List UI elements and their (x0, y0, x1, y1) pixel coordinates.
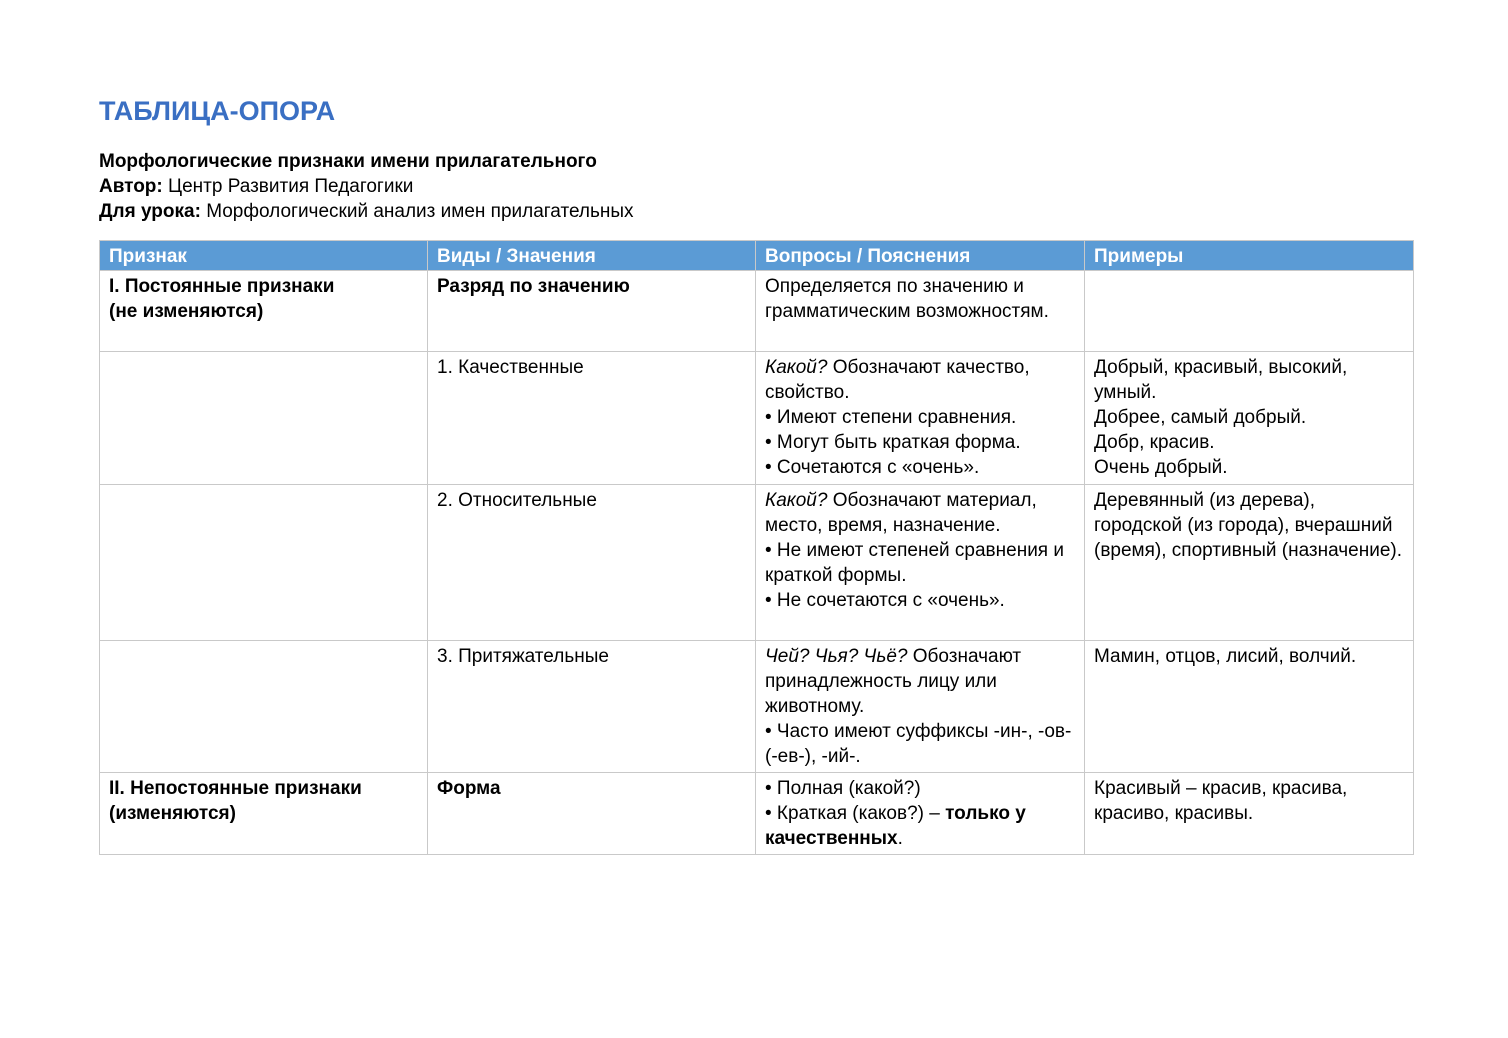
table-row (100, 773, 1414, 855)
kind-label: 1. Качественные (437, 357, 584, 378)
feature-cell (100, 352, 428, 485)
feature-cell (100, 773, 428, 855)
feature-title: II. Непостоянные признаки (109, 778, 362, 799)
examples-cell (1085, 271, 1414, 352)
feature-note: (изменяются) (109, 803, 236, 824)
example-line: Добр, красив. (1094, 432, 1215, 453)
explanation-cell (756, 485, 1085, 641)
column-header-kinds: Виды / Значения (428, 241, 756, 271)
explanation-bullet: • Имеют степени сравнения. (765, 407, 1017, 428)
table-row (100, 485, 1414, 641)
explanation-bullet: • Часто имеют суффиксы -ин-, -ов- (-ев-), -ий-. (765, 721, 1072, 767)
short-form-emphasis: только у качественных (765, 803, 1026, 849)
explanation-text: Обозначают принадлежность лицу или животному. (765, 646, 1022, 717)
document-meta (99, 149, 1413, 224)
examples-cell (1085, 641, 1414, 773)
explanation-bullet: • Сочетаются с «очень». (765, 457, 980, 478)
feature-cell (100, 485, 428, 641)
lesson-value: Морфологический анализ имен прилагательных (206, 201, 634, 222)
kind-cell (428, 352, 756, 485)
example-line: Очень добрый. (1094, 457, 1228, 478)
table-row (100, 641, 1414, 773)
document-subject: Морфологические признаки имени прилагательного (99, 151, 597, 172)
explanation-bullet: • Не сочетаются с «очень». (765, 590, 1005, 611)
document-page (99, 92, 1413, 849)
kind-label: 3. Притяжательные (437, 646, 609, 667)
document-title: ТАБЛИЦА-ОПОРА (99, 96, 336, 126)
kind-label: 2. Относительные (437, 490, 597, 511)
kind-label: Форма (437, 778, 501, 799)
explanation-cell (756, 352, 1085, 485)
column-header-examples: Примеры (1085, 241, 1414, 271)
example-line: Добрый, красивый, высокий, умный. (1094, 357, 1348, 403)
examples-cell (1085, 485, 1414, 641)
table-row (100, 271, 1414, 352)
explanation-cell (756, 271, 1085, 352)
feature-cell (100, 641, 428, 773)
lesson-label: Для урока: (99, 201, 201, 222)
examples-cell (1085, 773, 1414, 855)
example-line: Красивый – красив, красива, красиво, красивы. (1094, 778, 1348, 824)
kind-cell (428, 485, 756, 641)
author-line (99, 174, 1413, 199)
author-label: Автор: (99, 176, 163, 197)
examples-cell (1085, 352, 1414, 485)
explanation-lead (765, 644, 1075, 719)
column-header-questions: Вопросы / Пояснения (756, 241, 1085, 271)
feature-title: I. Постоянные признаки (109, 276, 335, 297)
short-form-prefix: • Краткая (каков?) – (765, 803, 946, 824)
example-line: Деревянный (из дерева), городской (из города), вчерашний (время), спортивный (назначение). (1094, 490, 1403, 561)
feature-note: (не изменяются) (109, 301, 264, 322)
explanation-text: Обозначают материал, место, время, назначение. (765, 490, 1037, 536)
lesson-line (99, 199, 1413, 224)
short-form-suffix: . (897, 828, 903, 849)
kind-cell (428, 773, 756, 855)
explanation-text: Определяется по значению и грамматическим возможностям. (765, 276, 1049, 322)
explanation-cell (756, 773, 1085, 855)
explanation-text: Обозначают качество, свойство. (765, 357, 1030, 403)
explanation-bullet (765, 801, 1075, 851)
example-line: Мамин, отцов, лисий, волчий. (1094, 646, 1357, 667)
kind-label: Разряд по значению (437, 276, 630, 297)
explanation-cell (756, 641, 1085, 773)
kind-cell (428, 641, 756, 773)
reference-table (99, 240, 1414, 855)
explanation-lead (765, 355, 1075, 405)
question-text: Какой? (765, 490, 828, 511)
kind-cell (428, 271, 756, 352)
question-text: Чей? Чья? Чьё? (765, 646, 908, 667)
explanation-bullet: • Полная (какой?) (765, 778, 921, 799)
explanation-lead (765, 488, 1075, 538)
question-text: Какой? (765, 357, 828, 378)
table-header-row (100, 241, 1414, 271)
column-header-feature: Признак (100, 241, 428, 271)
explanation-bullet: • Могут быть краткая форма. (765, 432, 1021, 453)
explanation-bullet: • Не имеют степеней сравнения и краткой формы. (765, 540, 1064, 586)
example-line: Добрее, самый добрый. (1094, 407, 1307, 428)
author-value: Центр Развития Педагогики (168, 176, 414, 197)
feature-cell (100, 271, 428, 352)
table-row (100, 352, 1414, 485)
